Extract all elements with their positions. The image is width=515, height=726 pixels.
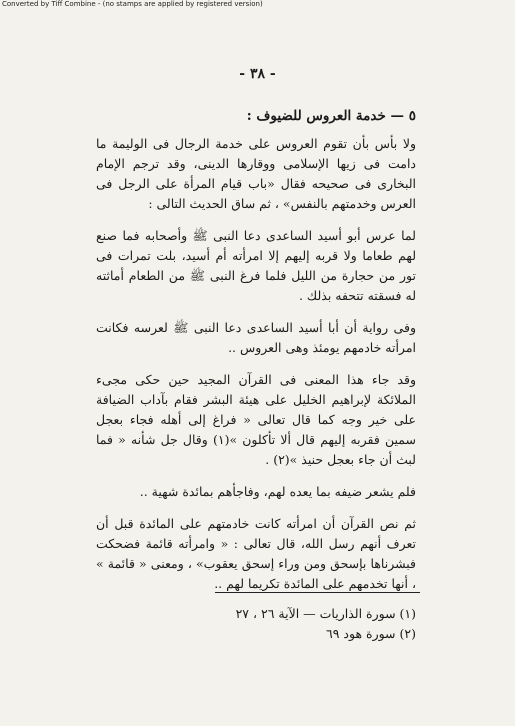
footnotes <box>96 604 416 644</box>
paragraph-narration: وفى رواية أن أبا أسيد الساعدى دعا النبى ﷺ لعرسه فكانت امرأته خادمهم يومئذ وهى العروس .. <box>96 320 416 355</box>
page-number: - ٣٨ - <box>239 66 276 82</box>
page-body <box>96 100 416 606</box>
converter-watermark: Converted by Tiff Combine - (no stamps are applied by registered version) <box>2 0 263 8</box>
section-heading: ٥ — خدمة العروس للضيوف : <box>246 108 416 124</box>
footnote-1: (١) سورة الذاريات — الآية ٢٦ ، ٢٧ <box>235 606 416 621</box>
footnote-divider <box>215 592 420 593</box>
footnote-2: (٢) سورة هود ٦٩ <box>326 626 416 641</box>
paragraph-hadith: لما عرس أبو أسيد الساعدى دعا النبى ﷺ وأصحابه فما صنع لهم طعاما ولا قربه إليهم إلا امرأته أم أسيد، بلت تمرات فى تور من حجارة من الليل فلما فرغ النبى ﷺ من الطعام أماثته له فسقته تتحفه بذلك . <box>96 228 416 303</box>
paragraph-surprise: فلم يشعر ضيفه بما يعده لهم، وفاجأهم بمائدة شهية .. <box>139 484 416 499</box>
paragraph-wife-serving: ثم نص القرآن أن امرأته كانت خادمتهم على المائدة قبل أن تعرف أنهم رسل الله، قال تعالى : « وامرأته قائمة فضحكت فبشرناها بإسحق ومن وراء إسحق يعقوب» ، ومعنى « قائمة » ، أنها تخدمهم على المائدة تكريما لهم .. <box>96 516 416 591</box>
paragraph-intro: ولا بأس بأن تقوم العروس على خدمة الرجال فى الوليمة ما دامت فى زيها الإسلامى ووقارها الدينى، وقد ترجم الإمام البخارى فى صحيحه فقال «باب قيام المرأة على الرجل فى العرس وخدمتهم بالنفس» ، ثم ساق الحديث التالى : <box>96 136 416 211</box>
paragraph-quran-abraham: وقد جاء هذا المعنى فى القرآن المجيد حين حكى مجىء الملائكة لإبراهيم الخليل على هيئة البشر فقام بآداب الضيافة على خير وجه كما قال تعالى « فراغ إلى أهله فجاء بعجل سمين فقربه إليهم قال ألا تأكلون »(١) وقال جل شأنه « فما لبث أن جاء بعجل حنيذ »(٢) . <box>96 372 416 467</box>
